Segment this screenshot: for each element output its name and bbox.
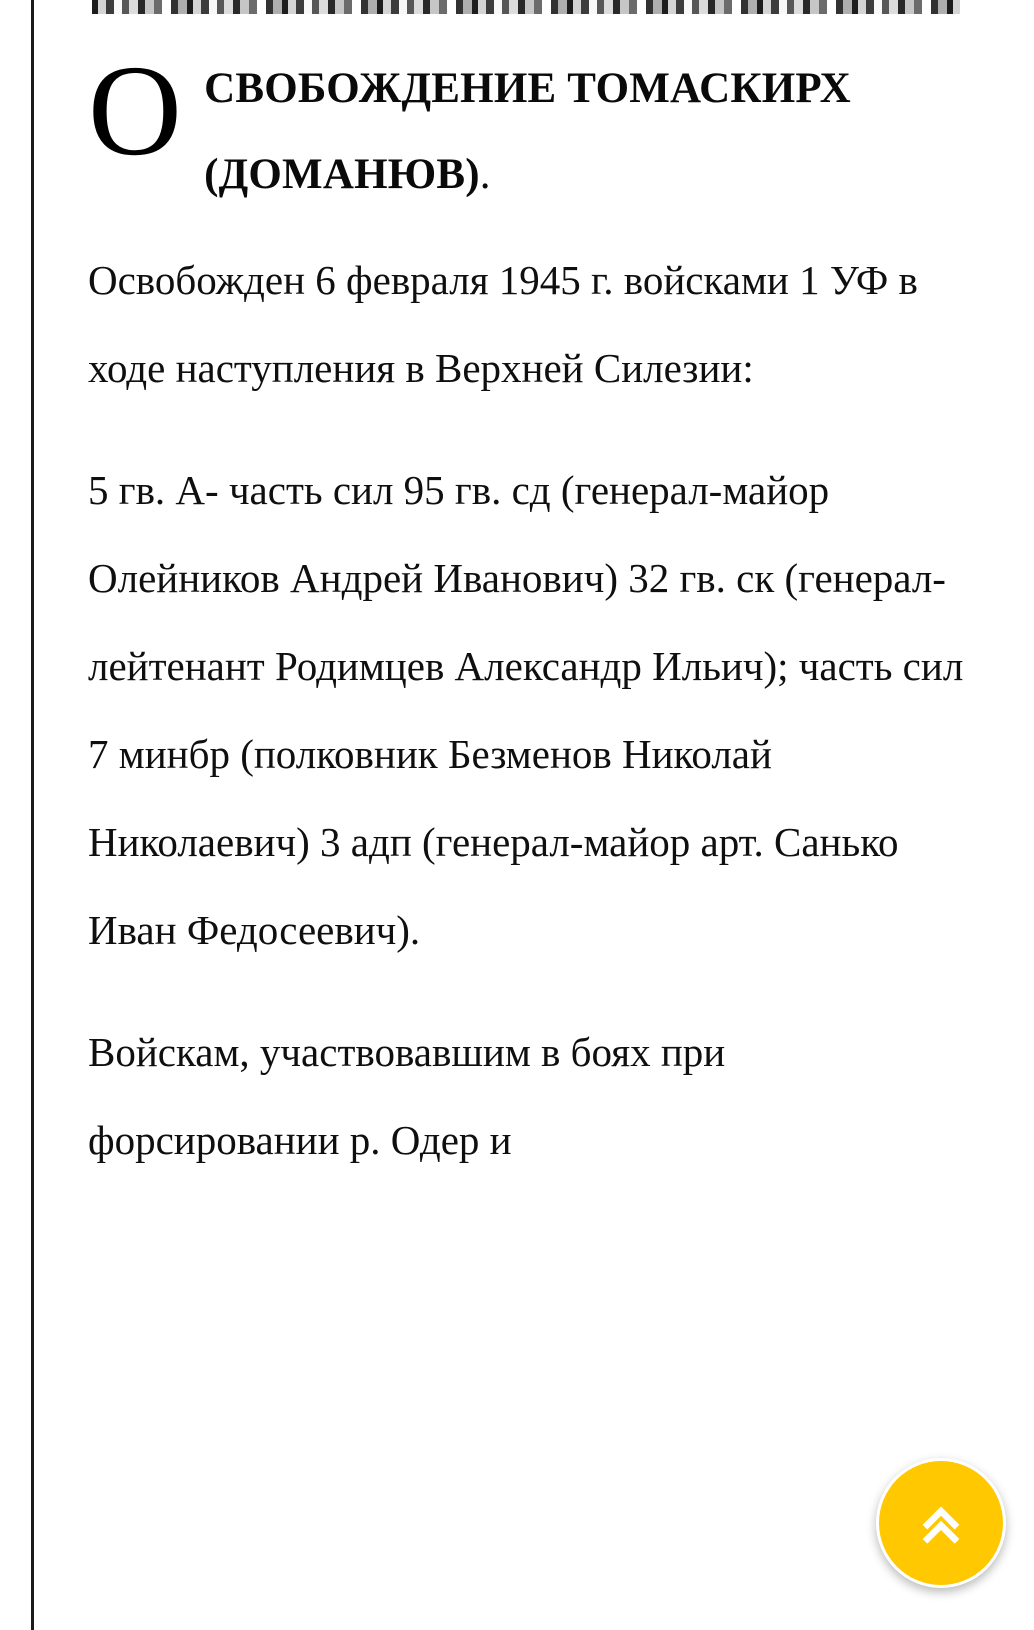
paragraph-3: Войскам, участвовавшим в боях при форсировании р. Одер и xyxy=(88,1029,726,1163)
article-body xyxy=(88,39,973,1218)
scroll-to-top-button[interactable] xyxy=(876,1458,1006,1588)
chevron-double-up-icon xyxy=(910,1492,972,1554)
page-left-gutter xyxy=(0,0,34,1630)
heading-main-text: СВОБОЖДЕНИЕ ТОМАСКИРХ (ДОМАНЮВ) xyxy=(204,65,851,198)
article-heading xyxy=(88,39,973,218)
heading-dropcap: О xyxy=(88,39,183,183)
paragraph-1: Освобожден 6 февраля 1945 г. войсками 1 УФ в ходе наступления в Верхней Силезии: xyxy=(88,257,918,391)
article-content xyxy=(37,0,1034,1630)
paragraph-2: 5 гв. А- часть сил 95 гв. сд (генерал-майор Олейников Андрей Иванович) 32 гв. ск (генерал-лейтенант Родимцев Александр Ильич); часть сил 7 минбр (полковник Безменов Николай Николаевич) 3 адп (генерал-майор арт. Санько Иван Федосеевич). xyxy=(88,467,964,953)
heading-tail-text: . xyxy=(479,151,491,198)
